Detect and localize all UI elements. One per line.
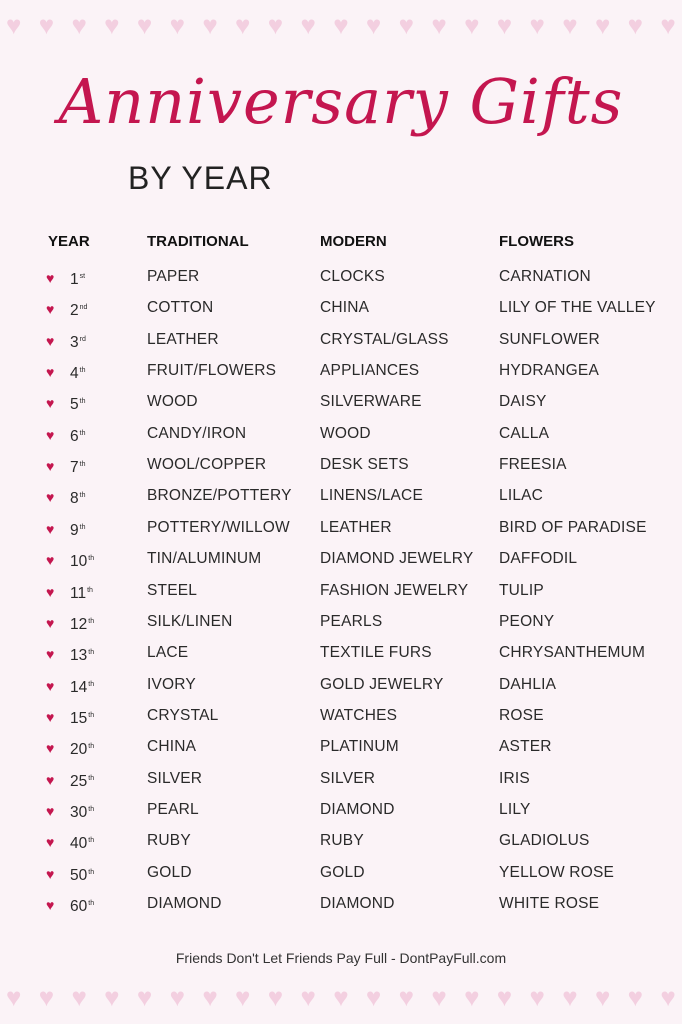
- table-row: [0, 329, 682, 359]
- heart-icon: ♥: [46, 520, 55, 537]
- traditional-cell: FRUIT/FLOWERS: [147, 362, 277, 380]
- table-row: [0, 862, 682, 892]
- header-modern: MODERN: [320, 233, 387, 250]
- year-cell: [70, 423, 85, 448]
- table-row: [0, 580, 682, 610]
- heart-icon: ♥: [431, 982, 447, 1012]
- heart-icon: ♥: [71, 982, 87, 1012]
- heart-icon: ♥: [46, 740, 55, 757]
- year-number: 7: [70, 459, 79, 477]
- heart-icon: ♥: [46, 552, 55, 569]
- table-row: [0, 768, 682, 798]
- year-ordinal-suffix: th: [79, 461, 86, 469]
- year-cell: [70, 454, 85, 479]
- year-number: 5: [70, 396, 79, 414]
- flowers-cell: ROSE: [499, 706, 544, 724]
- header-traditional: TRADITIONAL: [147, 233, 249, 250]
- modern-cell: RUBY: [320, 832, 364, 850]
- table-row: [0, 642, 682, 672]
- traditional-cell: CHINA: [147, 738, 197, 756]
- heart-icon: ♥: [464, 982, 480, 1012]
- year-ordinal-suffix: th: [88, 617, 95, 625]
- modern-cell: SILVER: [320, 769, 376, 787]
- modern-cell: DIAMOND: [320, 800, 395, 818]
- heart-icon: ♥: [46, 708, 55, 725]
- modern-cell: APPLIANCES: [320, 362, 420, 380]
- heart-icon: ♥: [169, 10, 186, 40]
- year-cell: [70, 611, 94, 636]
- year-ordinal-suffix: th: [79, 523, 86, 531]
- flowers-cell: DAHLIA: [499, 675, 557, 693]
- modern-cell: GOLD JEWELRY: [320, 675, 444, 693]
- modern-cell: FASHION JEWELRY: [320, 581, 469, 599]
- top-heart-border: [0, 10, 682, 40]
- year-number: 9: [70, 521, 79, 539]
- table-header: [0, 231, 682, 255]
- heart-icon: ♥: [594, 982, 611, 1012]
- year-number: 11: [70, 584, 87, 602]
- year-number: 20: [70, 741, 88, 759]
- traditional-cell: SILK/LINEN: [147, 612, 233, 630]
- heart-icon: ♥: [46, 583, 55, 600]
- heart-icon: ♥: [169, 982, 186, 1012]
- year-number: 4: [70, 365, 79, 383]
- year-cell: [70, 391, 85, 416]
- year-number: 12: [70, 616, 88, 633]
- heart-icon: ♥: [46, 897, 55, 913]
- table-row: [0, 674, 682, 704]
- year-number: 1: [70, 271, 79, 289]
- year-number: 50: [70, 866, 88, 884]
- flowers-cell: LILAC: [499, 487, 544, 505]
- year-ordinal-suffix: th: [88, 837, 95, 845]
- heart-icon: ♥: [46, 802, 55, 819]
- year-ordinal-suffix: th: [88, 900, 95, 907]
- heart-icon: ♥: [202, 10, 218, 40]
- flowers-cell: WHITE ROSE: [499, 895, 600, 912]
- heart-icon: ♥: [333, 10, 349, 40]
- heart-icon: ♥: [333, 982, 349, 1012]
- footer-credit: Friends Don't Let Friends Pay Full - DontPayFull.com: [175, 950, 507, 966]
- traditional-cell: TIN/ALUMINUM: [147, 550, 262, 568]
- flowers-cell: DAFFODIL: [499, 550, 578, 568]
- heart-icon: ♥: [365, 10, 382, 40]
- traditional-cell: SILVER: [147, 769, 203, 787]
- modern-cell: CHINA: [320, 299, 370, 317]
- heart-icon: ♥: [46, 771, 55, 788]
- year-cell: [70, 329, 86, 354]
- header-year: YEAR: [48, 233, 90, 250]
- traditional-cell: PAPER: [147, 268, 200, 285]
- heart-icon: ♥: [46, 458, 55, 475]
- modern-cell: WATCHES: [320, 706, 398, 724]
- table-row: [0, 391, 682, 421]
- flowers-cell: LILY: [499, 800, 531, 818]
- year-ordinal-suffix: th: [88, 680, 95, 688]
- year-cell: [70, 360, 85, 385]
- traditional-cell: RUBY: [147, 832, 191, 850]
- flowers-cell: BIRD OF PARADISE: [499, 518, 647, 536]
- year-cell: [70, 642, 94, 667]
- traditional-cell: LACE: [147, 644, 189, 662]
- flowers-cell: CARNATION: [499, 268, 591, 285]
- flowers-cell: CALLA: [499, 424, 550, 442]
- year-number: 60: [70, 898, 88, 916]
- modern-cell: CRYSTAL/GLASS: [320, 330, 449, 348]
- heart-icon: ♥: [627, 10, 644, 40]
- heart-icon: ♥: [136, 10, 153, 40]
- heart-icon: ♥: [267, 10, 284, 40]
- heart-icon: ♥: [104, 982, 120, 1012]
- heart-icon: ♥: [431, 10, 447, 40]
- flowers-cell: CHRYSANTHEMUM: [499, 644, 646, 662]
- year-number: 8: [70, 490, 79, 508]
- year-number: 6: [70, 427, 79, 445]
- heart-icon: ♥: [38, 982, 55, 1012]
- modern-cell: PEARLS: [320, 612, 383, 630]
- heart-icon: ♥: [46, 865, 55, 882]
- year-ordinal-suffix: rd: [79, 335, 86, 343]
- table-row: [0, 736, 682, 766]
- year-ordinal-suffix: th: [79, 398, 86, 406]
- table-row: [0, 548, 682, 578]
- traditional-cell: WOOD: [147, 393, 198, 411]
- heart-icon: ♥: [464, 10, 480, 40]
- heart-icon: ♥: [46, 677, 55, 694]
- year-ordinal-suffix: th: [87, 586, 93, 594]
- traditional-cell: COTTON: [147, 299, 214, 317]
- bottom-heart-border: [0, 982, 682, 1012]
- year-ordinal-suffix: th: [79, 429, 86, 437]
- year-number: 14: [70, 678, 88, 696]
- traditional-cell: GOLD: [147, 863, 192, 881]
- year-ordinal-suffix: th: [88, 743, 95, 751]
- year-ordinal-suffix: th: [79, 492, 86, 500]
- heart-icon: ♥: [660, 10, 676, 40]
- year-number: 2: [70, 302, 79, 320]
- heart-icon: ♥: [235, 10, 251, 40]
- year-ordinal-suffix: st: [79, 273, 86, 280]
- traditional-cell: POTTERY/WILLOW: [147, 518, 290, 536]
- year-ordinal-suffix: th: [88, 555, 95, 563]
- heart-icon: ♥: [46, 646, 55, 663]
- heart-icon: ♥: [300, 10, 316, 40]
- heart-icon: ♥: [496, 10, 513, 40]
- year-cell: [70, 674, 94, 699]
- traditional-cell: BRONZE/POTTERY: [147, 487, 292, 505]
- year-ordinal-suffix: th: [79, 367, 86, 375]
- flowers-cell: SUNFLOWER: [499, 330, 600, 348]
- year-cell: [70, 485, 85, 510]
- year-number: 3: [70, 333, 79, 351]
- heart-icon: ♥: [46, 614, 55, 631]
- flowers-cell: HYDRANGEA: [499, 362, 599, 380]
- heart-icon: ♥: [136, 982, 153, 1012]
- heart-icon: ♥: [6, 982, 22, 1012]
- year-ordinal-suffix: th: [88, 805, 95, 813]
- heart-icon: ♥: [529, 10, 545, 40]
- heart-icon: ♥: [46, 426, 55, 443]
- flowers-cell: GLADIOLUS: [499, 832, 590, 850]
- table-row: [0, 893, 682, 923]
- year-ordinal-suffix: th: [88, 774, 95, 782]
- flowers-cell: IRIS: [499, 769, 530, 787]
- year-cell: [70, 768, 94, 793]
- heart-icon: ♥: [6, 10, 22, 40]
- flowers-cell: PEONY: [499, 612, 555, 630]
- traditional-cell: DIAMOND: [147, 895, 222, 912]
- heart-icon: ♥: [398, 10, 415, 40]
- heart-icon: ♥: [562, 982, 578, 1012]
- heart-icon: ♥: [235, 982, 251, 1012]
- year-cell: [70, 517, 85, 542]
- heart-icon: ♥: [38, 10, 55, 40]
- modern-cell: GOLD: [320, 863, 365, 881]
- traditional-cell: IVORY: [147, 675, 196, 693]
- year-cell: [70, 297, 87, 322]
- heart-icon: ♥: [46, 270, 55, 286]
- table-row: [0, 611, 682, 641]
- modern-cell: CLOCKS: [320, 268, 385, 285]
- year-cell: [70, 580, 93, 605]
- year-cell: [70, 705, 94, 730]
- flowers-cell: YELLOW ROSE: [499, 863, 615, 881]
- year-cell: [70, 830, 94, 855]
- year-cell: [70, 893, 94, 918]
- flowers-cell: FREESIA: [499, 456, 567, 474]
- modern-cell: SILVERWARE: [320, 393, 422, 411]
- table-row: [0, 266, 682, 296]
- traditional-cell: STEEL: [147, 581, 198, 599]
- flowers-cell: ASTER: [499, 738, 552, 756]
- year-ordinal-suffix: nd: [79, 304, 88, 312]
- year-number: 10: [70, 553, 88, 571]
- heart-icon: ♥: [46, 332, 55, 349]
- heart-icon: ♥: [46, 364, 55, 381]
- traditional-cell: WOOL/COPPER: [147, 456, 267, 474]
- traditional-cell: PEARL: [147, 800, 199, 818]
- heart-icon: ♥: [300, 982, 316, 1012]
- page-subtitle: BY YEAR: [128, 160, 273, 196]
- table-row: [0, 705, 682, 735]
- heart-icon: ♥: [46, 489, 55, 506]
- year-ordinal-suffix: th: [88, 649, 95, 657]
- year-cell: [70, 266, 85, 291]
- year-ordinal-suffix: th: [88, 711, 95, 719]
- heart-icon: ♥: [660, 982, 676, 1012]
- table-row: [0, 830, 682, 860]
- table-row: [0, 360, 682, 390]
- traditional-cell: LEATHER: [147, 330, 219, 348]
- heart-icon: ♥: [529, 982, 545, 1012]
- page-title: Anniversary Gifts: [58, 65, 624, 138]
- modern-cell: DIAMOND JEWELRY: [320, 550, 474, 568]
- year-cell: [70, 799, 94, 824]
- heart-icon: ♥: [398, 982, 415, 1012]
- traditional-cell: CANDY/IRON: [147, 424, 247, 442]
- heart-icon: ♥: [46, 395, 55, 412]
- modern-cell: DIAMOND: [320, 895, 395, 912]
- year-number: 25: [70, 772, 88, 790]
- heart-icon: ♥: [496, 982, 513, 1012]
- heart-icon: ♥: [562, 10, 578, 40]
- year-number: 13: [70, 647, 88, 665]
- year-cell: [70, 736, 94, 761]
- modern-cell: DESK SETS: [320, 456, 409, 474]
- flowers-cell: LILY OF THE VALLEY: [499, 299, 656, 317]
- flowers-cell: DAISY: [499, 393, 547, 411]
- modern-cell: WOOD: [320, 424, 371, 442]
- modern-cell: TEXTILE FURS: [320, 644, 432, 662]
- year-number: 15: [70, 710, 88, 728]
- heart-icon: ♥: [627, 982, 644, 1012]
- table-row: [0, 799, 682, 829]
- table-row: [0, 485, 682, 515]
- year-number: 30: [70, 804, 88, 822]
- heart-icon: ♥: [202, 982, 218, 1012]
- modern-cell: LINENS/LACE: [320, 487, 423, 505]
- year-cell: [70, 548, 94, 573]
- year-cell: [70, 862, 94, 887]
- year-ordinal-suffix: th: [88, 868, 95, 876]
- traditional-cell: CRYSTAL: [147, 706, 219, 724]
- heart-icon: ♥: [46, 834, 55, 851]
- modern-cell: LEATHER: [320, 518, 392, 536]
- heart-icon: ♥: [71, 10, 87, 40]
- flowers-cell: TULIP: [499, 581, 544, 599]
- heart-icon: ♥: [267, 982, 284, 1012]
- year-number: 40: [70, 835, 88, 853]
- table-row: [0, 423, 682, 453]
- heart-icon: ♥: [594, 10, 611, 40]
- heart-icon: ♥: [46, 301, 55, 318]
- heart-icon: ♥: [365, 982, 382, 1012]
- table-row: [0, 454, 682, 484]
- modern-cell: PLATINUM: [320, 738, 399, 756]
- table-row: [0, 297, 682, 327]
- heart-icon: ♥: [104, 10, 120, 40]
- table-row: [0, 517, 682, 547]
- header-flowers: FLOWERS: [499, 233, 574, 250]
